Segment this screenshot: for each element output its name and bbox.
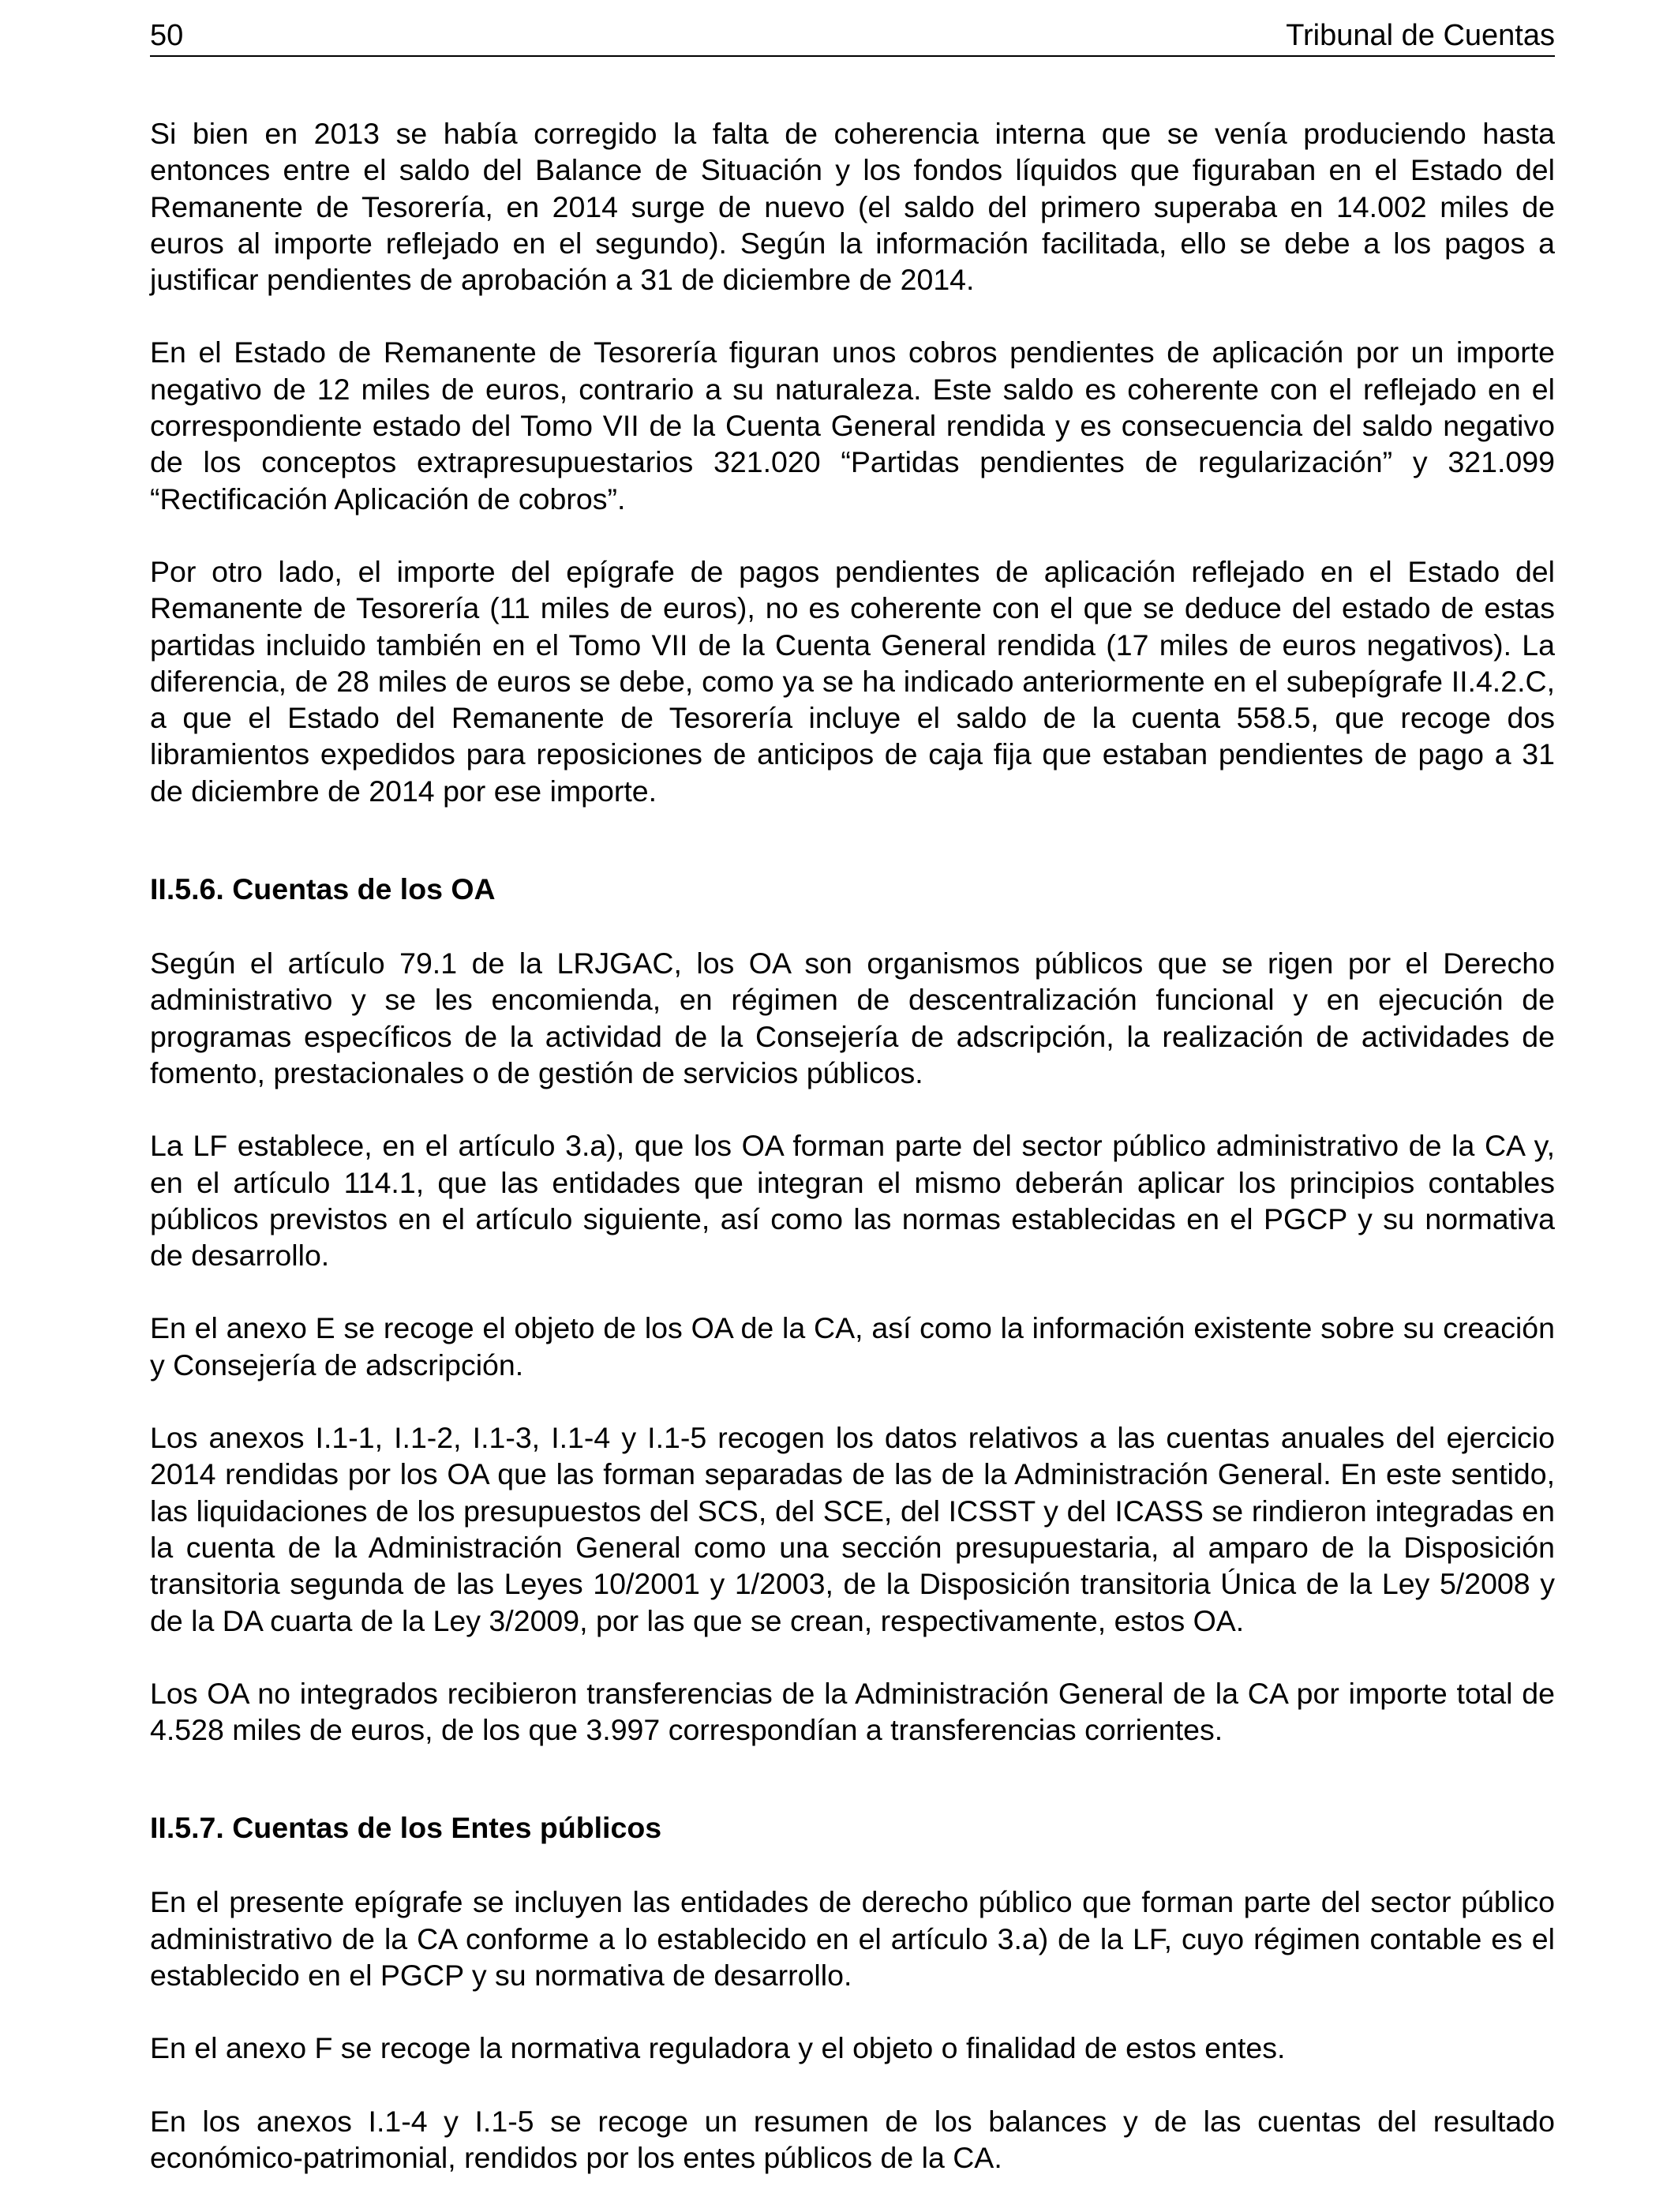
paragraph-annexes-i1: Los anexos I.1-1, I.1-2, I.1-3, I.1-4 y I.1-5 recogen los datos relativos a las cuentas anuales del ejercicio 2014 rendidas por los OA que las forman separadas de las de la Administración General. En este sentido, las liquidaciones de los presupuestos del SCS, del SCE, del ICSST y del ICASS se rindieron integradas en la cuenta de la Administración General como una sección presupuestaria, al amparo de la Disposición transitoria segunda de las Leyes 10/2001 y 1/2003, de la Disposición transitoria Única de la Ley 5/2008 y de la DA cuarta de la Ley 3/2009, por las que se crean, respectivamente, estos OA.: [150, 1421, 1555, 1637]
paragraph-annexes-summary: En los anexos I.1-4 y I.1-5 se recoge un resumen de los balances y de las cuentas del resultado económico-patrimonial, rendidos por los entes públicos de la CA.: [150, 2104, 1555, 2174]
publisher-name: Tribunal de Cuentas: [1286, 19, 1555, 52]
paragraph-lf-establishes: La LF establece, en el artículo 3.a), que los OA forman parte del sector público administrativo de la CA y, en el artículo 114.1, que las entidades que integran el mismo deberán aplicar los principios contables públicos previstos en el artículo siguiente, así como las normas establecidas en el PGCP y su normativa de desarrollo.: [150, 1129, 1555, 1273]
paragraph-oa-transfers: Los OA no integrados recibieron transferencias de la Administración General de la CA por importe total de 4.528 miles de euros, de los que 3.997 correspondían a transferencias corrientes.: [150, 1676, 1555, 1747]
page-number: 50: [150, 19, 184, 52]
paragraph-entes-scope: En el presente epígrafe se incluyen las entidades de derecho público que forman parte del sector público administrativo de la CA conforme a lo establecido en el artículo 3.a) de la LF, cuyo régimen contable es el establecido en el PGCP y su normativa de desarrollo.: [150, 1885, 1555, 1992]
section-heading-oa: II.5.6. Cuentas de los OA: [150, 872, 496, 906]
paragraph-pending-payments: Por otro lado, el importe del epígrafe de pagos pendientes de aplicación reflejado en el Estado del Remanente de Tesorería (11 miles de euros), no es coherente con el que se deduce del estado de estas partidas incluido también en el Tomo VII de la Cuenta General rendida (17 miles de euros negativos). La diferencia, de 28 miles de euros se debe, como ya se ha indicado anteriormente en el subepígrafe II.4.2.C, a que el Estado del Remanente de Tesorería incluye el saldo de la cuenta 558.5, que recoge dos libramientos expedidos para reposiciones de anticipos de caja fija que estaban pendientes de pago a 31 de diciembre de 2014 por ese importe.: [150, 554, 1555, 808]
paragraph-annex-e: En el anexo E se recoge el objeto de los OA de la CA, así como la información existente sobre su creación y Consejería de adscripción.: [150, 1311, 1555, 1382]
document-page: [150, 16, 1555, 2212]
page-header: [150, 16, 1555, 57]
paragraph-annex-f: En el anexo F se recoge la normativa reguladora y el objeto o finalidad de estos entes.: [150, 2031, 1286, 2065]
paragraph-oa-definition: Según el artículo 79.1 de la LRJGAC, los OA son organismos públicos que se rigen por el Derecho administrativo y se les encomienda, en régimen de descentralización funcional y en ejecución de programas específicos de la actividad de la Consejería de adscripción, la realización de actividades de fomento, prestacionales o de gestión de servicios públicos.: [150, 947, 1555, 1089]
section-heading-entes: II.5.7. Cuentas de los Entes públicos: [150, 1811, 662, 1845]
document-body: [150, 115, 1555, 2176]
paragraph-balance-coherence: Si bien en 2013 se había corregido la falta de coherencia interna que se venía produciendo hasta entonces entre el saldo del Balance de Situación y los fondos líquidos que figuraban en el Estado del Remanente de Tesorería, en 2014 surge de nuevo (el saldo del primero superaba en 14.002 miles de euros al importe reflejado en el segundo). Según la información facilitada, ello se debe a los pagos a justificar pendientes de aprobación a 31 de diciembre de 2014.: [150, 117, 1555, 297]
paragraph-pending-collections: En el Estado de Remanente de Tesorería figuran unos cobros pendientes de aplicación por un importe negativo de 12 miles de euros, contrario a su naturaleza. Este saldo es coherente con el reflejado en el correspondiente estado del Tomo VII de la Cuenta General rendida y es consecuencia del saldo negativo de los conceptos extrapresupuestarios 321.020 “Partidas pendientes de regularización” y 321.099 “Rectificación Aplicación de cobros”.: [150, 336, 1555, 516]
